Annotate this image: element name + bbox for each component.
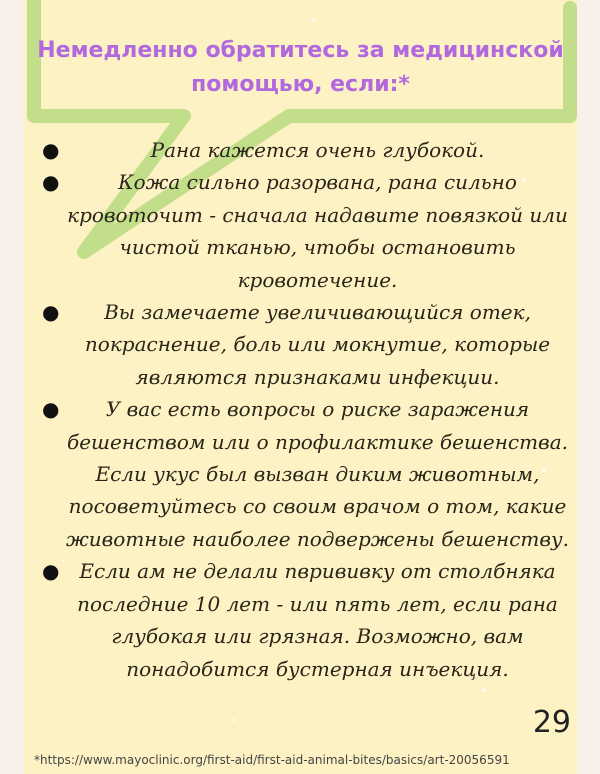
- list-item-text: Кожа сильно разорвана, рана сильно кровоточит - сначала надавите повязкой или чистой тканью, чтобы остановить кровотечение.: [67, 170, 568, 292]
- list-item-text: Вы замечаете увеличивающийся отек, покраснение, боль или мокнутие, которые являются признаками инфекции.: [84, 300, 551, 389]
- list-item-text: Если ам не делали пврививку от столбняка последние 10 лет - или пять лет, если рана глубокая или грязная. Возможно, вам понадобится бустерная инъекция.: [77, 559, 558, 681]
- list-item: [24, 393, 577, 555]
- list-item: [24, 296, 577, 393]
- list-item-text: Рана кажется очень глубокой.: [150, 138, 485, 162]
- list-item: [24, 134, 577, 166]
- list-item: [24, 166, 577, 296]
- list-item: [24, 555, 577, 685]
- source-footnote: *https://www.mayoclinic.org/first-aid/first-aid-animal-bites/basics/art-20056591: [34, 753, 510, 767]
- bullet-dot-icon: ●: [42, 397, 60, 422]
- conditions-list: [24, 134, 577, 685]
- bullet-dot-icon: ●: [42, 138, 60, 162]
- page-title: Немедленно обратитесь за медицинской помощью, если:*: [37, 38, 564, 97]
- bullet-dot-icon: ●: [42, 170, 60, 195]
- bullet-dot-icon: ●: [42, 559, 60, 584]
- bullet-dot-icon: ●: [42, 300, 60, 325]
- list-item-text: У вас есть вопросы о риске заражения бешенством или о профилактике бешенства. Если укус был вызван диким животным, посоветуйтесь со своим врачом о том, какие животные наиболее подвержены бешенству.: [66, 397, 569, 551]
- slide-card: [24, 0, 577, 774]
- page-number: 29: [532, 705, 571, 740]
